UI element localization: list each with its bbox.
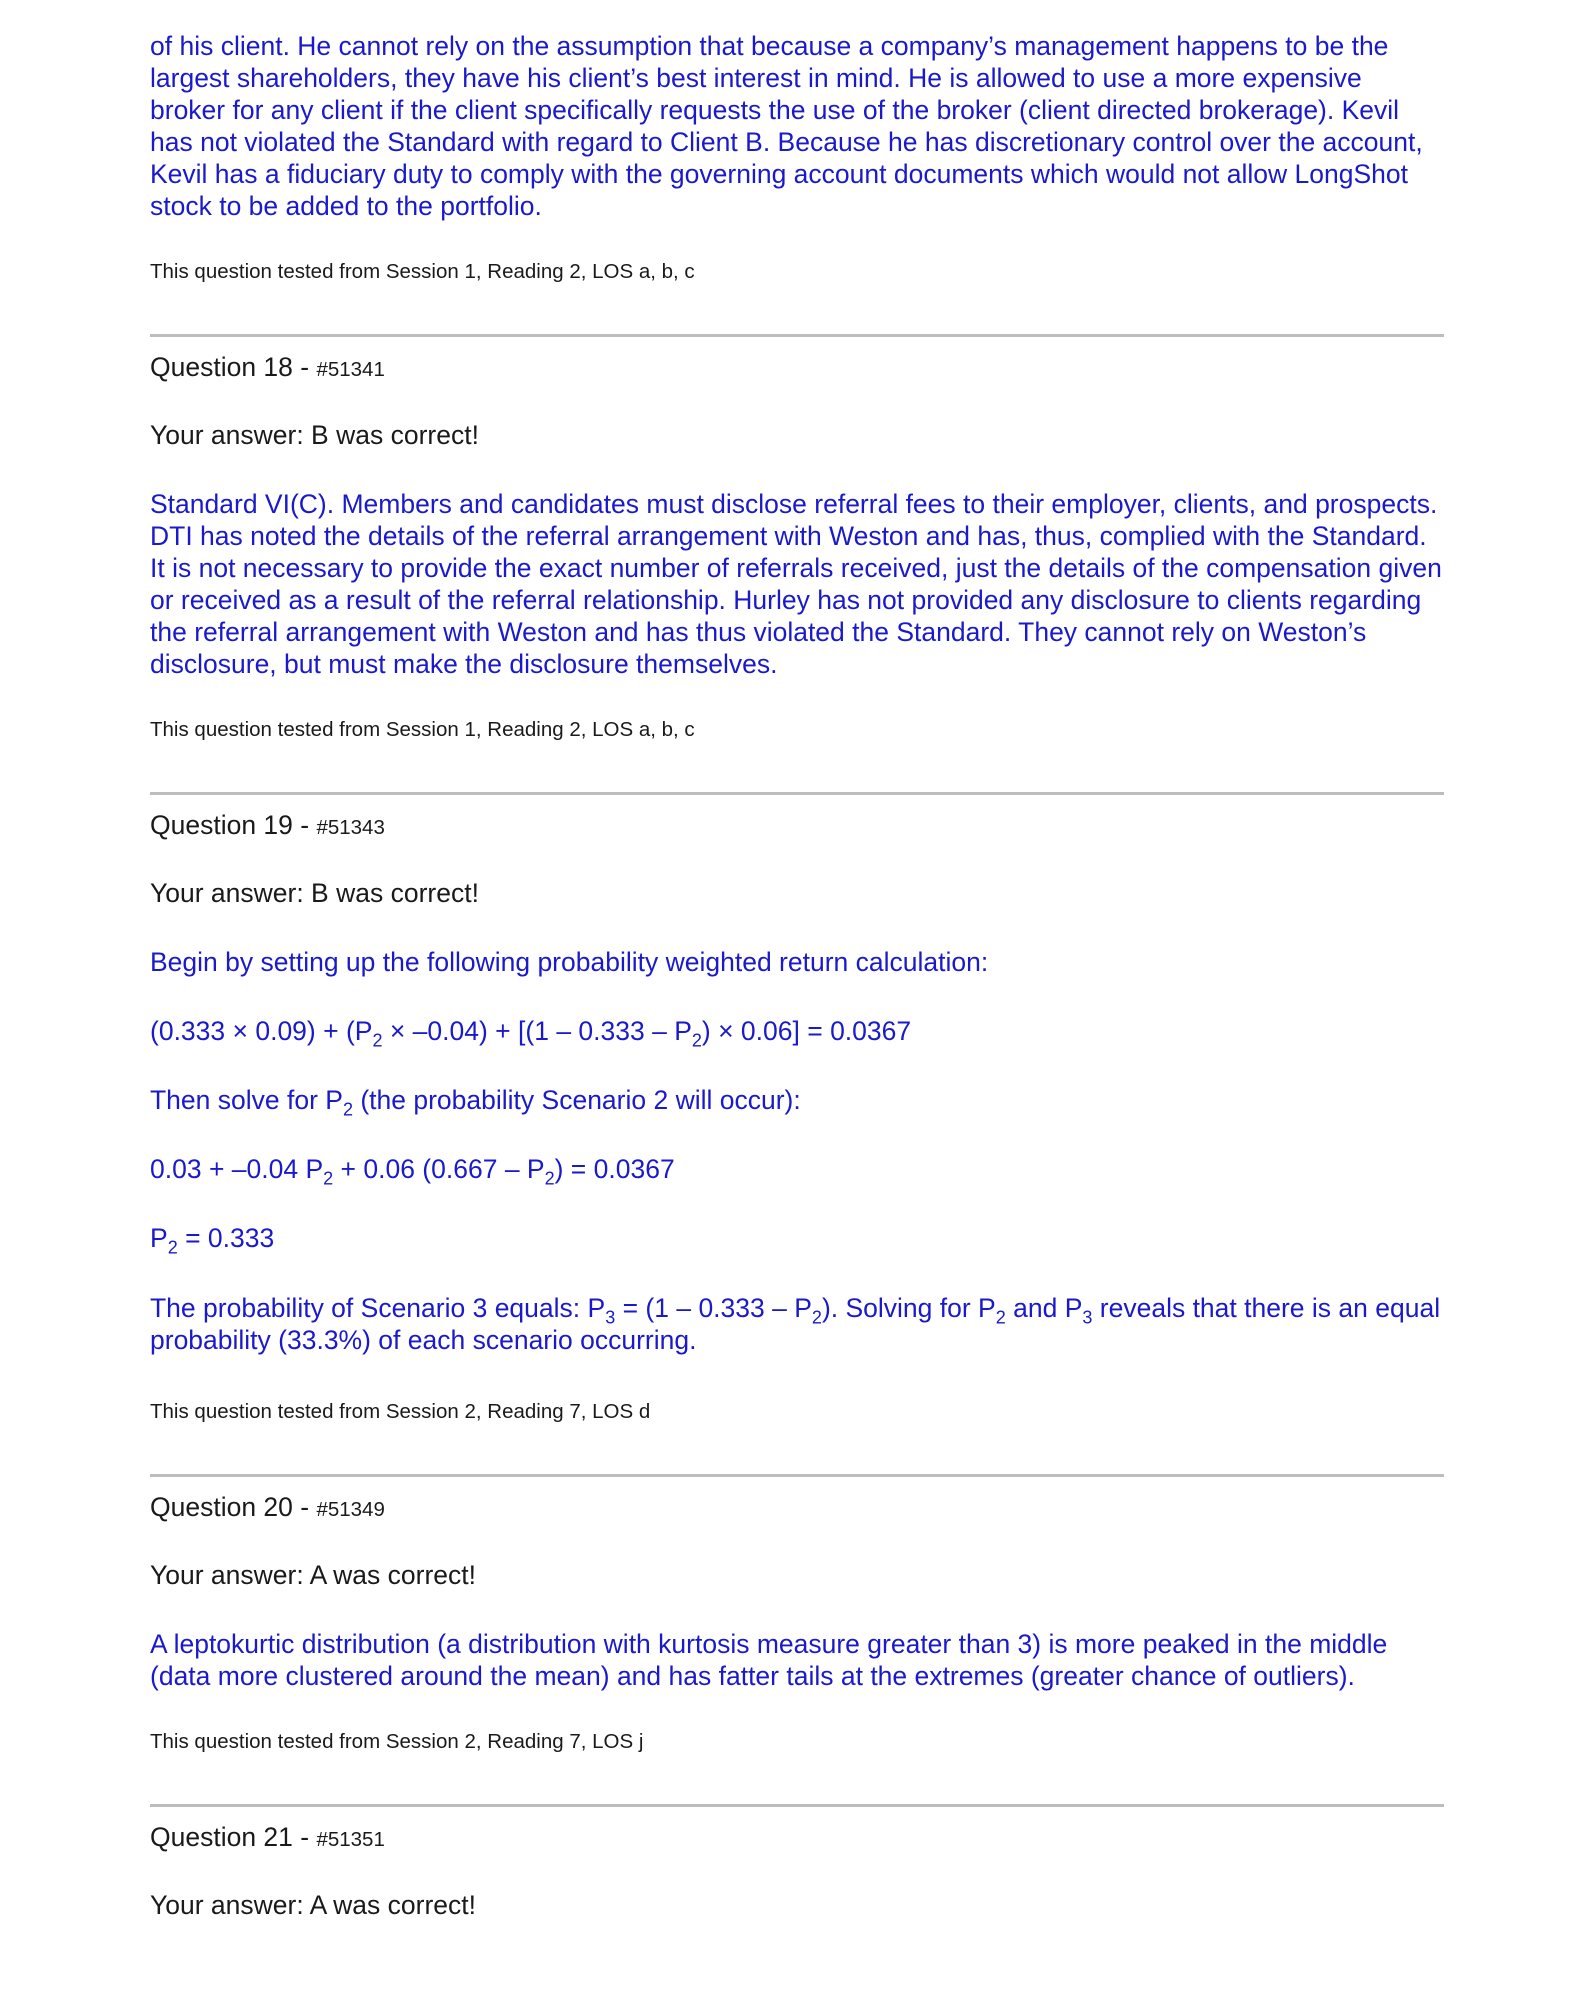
equation-solve xyxy=(150,1153,1444,1189)
equation-weighted-return xyxy=(150,1015,1444,1051)
eq-subscript: 2 xyxy=(323,1168,334,1189)
question-id: #51351 xyxy=(316,1828,385,1851)
eq-text: P xyxy=(150,1223,168,1253)
question-19-tested-note: This question tested from Session 2, Reading 7, LOS d xyxy=(150,1400,651,1423)
subscript: 3 xyxy=(1082,1307,1093,1328)
eq-text: ) × 0.06] = 0.0367 xyxy=(701,1016,912,1046)
question-18-tested-note: This question tested from Session 1, Reading 2, LOS a, b, c xyxy=(150,718,695,741)
subscript: 2 xyxy=(811,1307,822,1328)
separator xyxy=(150,334,1444,337)
intro-tested-note: This question tested from Session 1, Reading 2, LOS a, b, c xyxy=(150,260,695,283)
text: reveals that there is an equal probability (33.3%) of each scenario occurring. xyxy=(150,1293,1441,1355)
question-21-title xyxy=(150,1821,1444,1856)
question-18-title xyxy=(150,351,1444,386)
question-title-text: Question 19 - xyxy=(150,810,317,840)
question-21-answer: Your answer: A was correct! xyxy=(150,1890,477,1920)
eq-text: = 0.333 xyxy=(177,1223,275,1253)
eq-subscript: 2 xyxy=(167,1237,178,1258)
separator xyxy=(150,792,1444,795)
question-19-intro-line: Begin by setting up the following probability weighted return calculation: xyxy=(150,947,989,977)
text: The probability of Scenario 3 equals: P xyxy=(150,1293,606,1323)
eq-text: ) = 0.0367 xyxy=(554,1154,675,1184)
eq-text: × –0.04) + [(1 – 0.333 – P xyxy=(382,1016,692,1046)
separator xyxy=(150,1804,1444,1807)
question-20-explanation: A leptokurtic distribution (a distribution with kurtosis measure greater than 3) is more peaked in the middle (data more clustered around the mean) and has fatter tails at the extremes (greater chance of outliers). xyxy=(150,1629,1388,1691)
text: Then solve for P xyxy=(150,1085,343,1115)
question-20-tested-note: This question tested from Session 2, Reading 7, LOS j xyxy=(150,1730,644,1753)
question-19-answer: Your answer: B was correct! xyxy=(150,878,479,908)
text: (the probability Scenario 2 will occur): xyxy=(352,1085,801,1115)
question-18-answer: Your answer: B was correct! xyxy=(150,420,479,450)
question-title-text: Question 21 - xyxy=(150,1822,317,1852)
question-title-text: Question 20 - xyxy=(150,1492,317,1522)
eq-subscript: 2 xyxy=(544,1168,555,1189)
eq-subscript: 2 xyxy=(372,1030,383,1051)
question-id: #51341 xyxy=(316,358,385,381)
eq-text: (0.333 × 0.09) + (P xyxy=(150,1016,373,1046)
eq-subscript: 2 xyxy=(691,1030,702,1051)
subscript: 2 xyxy=(995,1307,1006,1328)
text: ). Solving for P xyxy=(821,1293,996,1323)
question-20-answer: Your answer: A was correct! xyxy=(150,1560,477,1590)
question-20-title xyxy=(150,1491,1444,1526)
text: = (1 – 0.333 – P xyxy=(615,1293,812,1323)
subscript: 2 xyxy=(342,1099,353,1120)
question-id: #51349 xyxy=(316,1498,385,1521)
intro-paragraph: of his client. He cannot rely on the assumption that because a company’s management happens to be the largest shareholders, they have his client’s best interest in mind. He is allowed to use a more expensive broker for any client if the client specifically requests the use of the broker (client directed brokerage). Kevil has not violated the Standard with regard to Client B. Because he has discretionary control over the account, Kevil has a fiduciary duty to comply with the governing account documents which would not allow LongShot stock to be added to the portfolio. xyxy=(150,31,1423,221)
question-title-text: Question 18 - xyxy=(150,352,317,382)
eq-text: + 0.06 (0.667 – P xyxy=(333,1154,545,1184)
text: and P xyxy=(1005,1293,1083,1323)
question-19-conclusion xyxy=(150,1292,1444,1356)
subscript: 3 xyxy=(605,1307,616,1328)
equation-result xyxy=(150,1222,1444,1258)
separator xyxy=(150,1474,1444,1477)
eq-text: 0.03 + –0.04 P xyxy=(150,1154,324,1184)
solve-for-line xyxy=(150,1084,1444,1120)
question-18-explanation: Standard VI(C). Members and candidates must disclose referral fees to their employer, clients, and prospects. DTI has noted the details of the referral arrangement with Weston and has, thus, complied with the Standard. It is not necessary to provide the exact number of referrals received, just the details of the compensation given or received as a result of the referral relationship. Hurley has not provided any disclosure to clients regarding the referral arrangement with Weston and has thus violated the Standard. They cannot rely on Weston’s disclosure, but must make the disclosure themselves. xyxy=(150,489,1442,679)
question-19-title xyxy=(150,809,1444,844)
question-id: #51343 xyxy=(316,816,385,839)
